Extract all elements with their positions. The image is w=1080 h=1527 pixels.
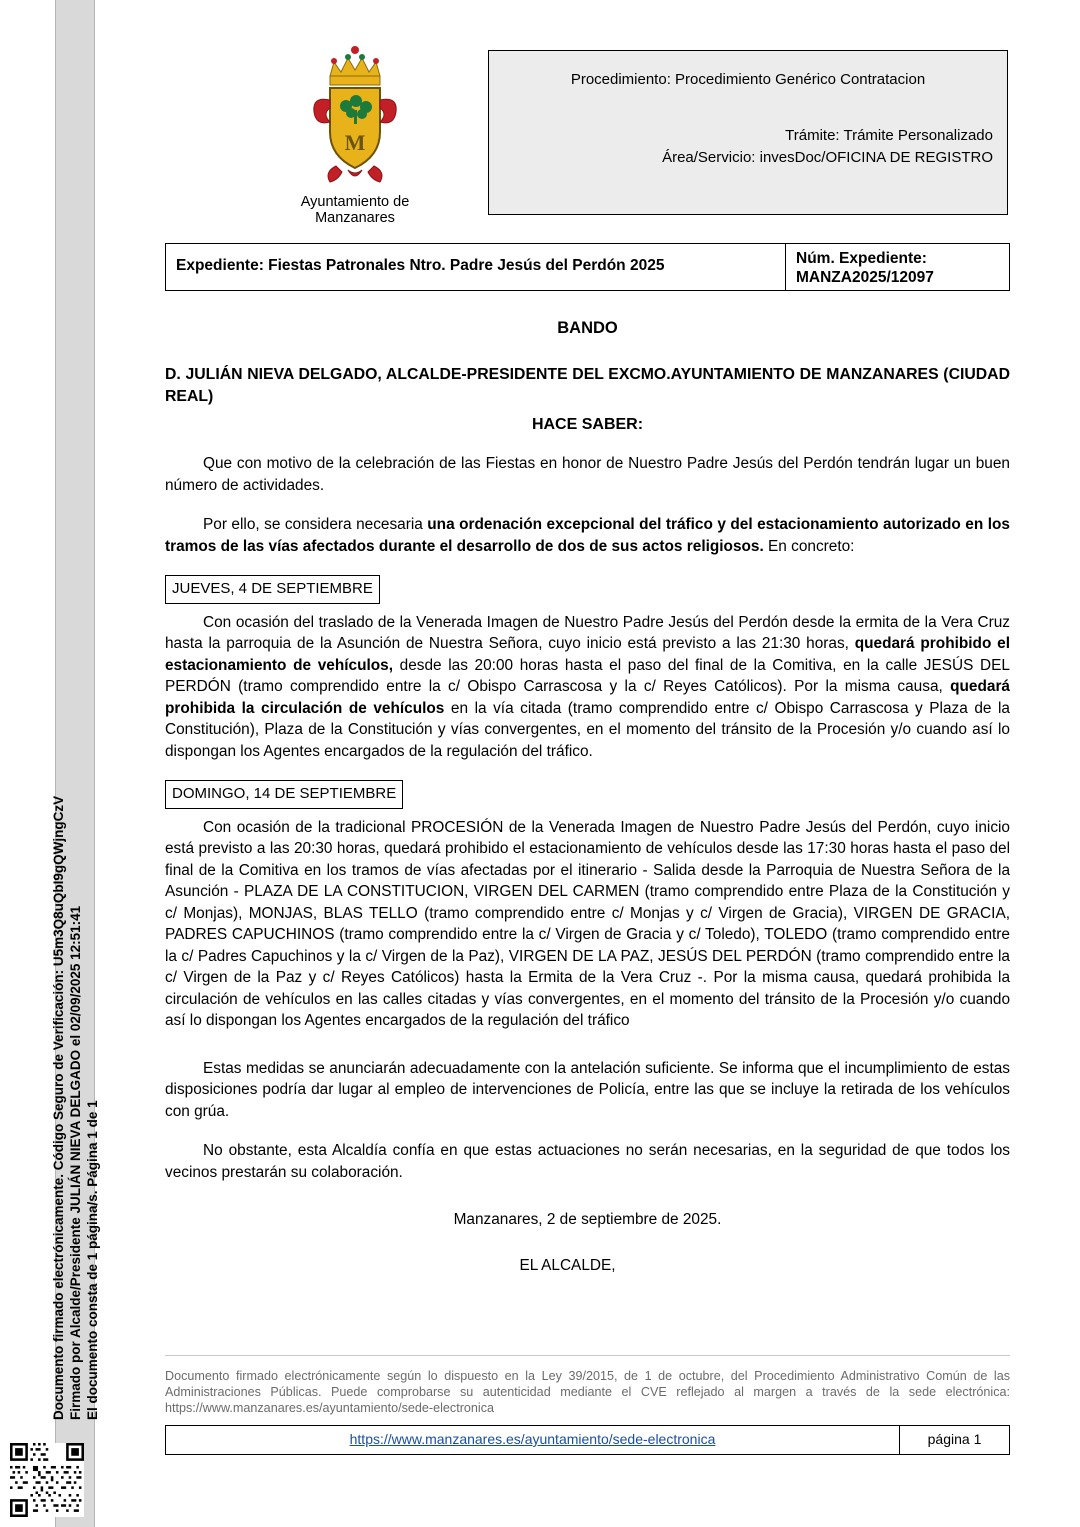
svg-text:M: M xyxy=(344,130,366,155)
verification-margin-text xyxy=(50,20,100,1420)
paragraph-jueves-bold1: quedará prohibido el estacionamiento de vehículos, xyxy=(165,635,1010,674)
signature-date: Manzanares, 2 de septiembre de 2025. xyxy=(453,1211,722,1228)
footer-legal-text: Documento firmado electrónicamente según lo dispuesto en la Ley 39/2015, de 1 de octubre, del Procedimiento Administrativo Común de las Administraciones Públicas. Puede comprobarse su autenticidad mediante el CVE reflejado al margen a través de la sede electrónica: xyxy=(165,1369,1010,1399)
alcalde-heading: D. JULIÁN NIEVA DELGADO, ALCALDE-PRESIDENTE DEL EXCMO.AYUNTAMIENTO DE MANZANARES (CIUDAD REAL) xyxy=(165,365,1010,405)
qr-code xyxy=(10,1443,84,1517)
footer-divider xyxy=(165,1355,1010,1356)
footer-bar xyxy=(165,1425,1010,1455)
date-tag-jueves: JUEVES, 4 DE SEPTIEMBRE xyxy=(165,575,380,604)
page-title: BANDO xyxy=(557,319,618,337)
signature-alcalde: EL ALCALDE, xyxy=(519,1256,616,1274)
paragraph-colaboracion: No obstante, esta Alcaldía confía en que estas actuaciones no serán necesarias, en la seguridad de que todos los vecinos prestarán su colaboración. xyxy=(165,1142,1010,1181)
sede-electronica-link[interactable]: https://www.manzanares.es/ayuntamiento/sede-electronica xyxy=(349,1431,716,1447)
hace-saber-heading: HACE SABER: xyxy=(531,415,644,433)
coat-of-arms-label: Ayuntamiento de Manzanares xyxy=(300,194,410,226)
verification-line-2: Firmado por Alcalde/Presidente JULIÁN NIEVA DELGADO el 02/09/2025 12:51:41 xyxy=(67,905,83,1420)
footer-page-number: página 1 xyxy=(899,1426,1009,1454)
expediente-number-block xyxy=(785,244,1009,290)
paragraph-ordenacion-part1: Por ello, se considera necesaria xyxy=(203,516,428,533)
paragraph-medidas: Estas medidas se anunciarán adecuadamente con la antelación suficiente. Se informa que el incumplimiento de estas disposiciones podría dar lugar al empleo de intervenciones de Policía, entre las que se incluye la retirada de los vehículos con grúa. xyxy=(165,1059,1010,1120)
paragraph-jueves-bold2: quedará prohibida la circulación de vehículos xyxy=(165,678,1010,717)
paragraph-ordenacion-bold: una ordenación excepcional del tráfico y del estacionamiento autorizado en los tramos de las vías afectados durante el desarrollo de dos de sus actos religiosos. xyxy=(165,516,1010,555)
expediente-num-value: MANZA2025/12097 xyxy=(796,269,934,286)
verification-line-1: Documento firmado electrónicamente. Código Seguro de Verificación: U5m3Q8uQbI9gQWjngCzV xyxy=(50,795,66,1420)
paragraph-ordenacion-part3: En concreto: xyxy=(763,537,855,555)
tramite-text: Trámite: Trámite Personalizado xyxy=(785,127,993,144)
procedure-info-box xyxy=(488,50,1008,215)
document-body xyxy=(165,318,1010,1276)
paragraph-jueves-part3: en la vía citada (tramo comprendido entre c/ Obispo Carrascosa y Plaza de la Constitución), Plaza de la Constitución y vías convergentes, en el momento del tránsito de la Procesión y/o cuando así lo dispongan los Agentes encargados de la regulación del tráfico. xyxy=(165,699,1010,760)
coat-of-arms-icon xyxy=(300,40,410,190)
expediente-num-label: Núm. Expediente: xyxy=(796,250,927,267)
expediente-bar xyxy=(165,243,1010,291)
paragraph-jueves xyxy=(165,612,1010,763)
paragraph-jueves-part2: desde las 20:00 horas hasta el paso del final de la Comitiva, en la calle JESÚS DEL PERDÓN (tramo comprendido entre la c/ Obispo Carrascosa y la c/ Reyes Católicos). Por la misma causa, xyxy=(165,656,1010,695)
footer-url-cell[interactable] xyxy=(166,1426,899,1454)
coat-of-arms-block xyxy=(260,40,450,226)
paragraph-ordenacion xyxy=(165,514,1010,557)
procedimiento-text: Procedimiento: Procedimiento Genérico Contratacion xyxy=(570,71,926,88)
area-servicio-text: Área/Servicio: invesDoc/OFICINA DE REGISTRO xyxy=(662,149,993,166)
document-header xyxy=(165,40,1010,226)
date-tag-domingo: DOMINGO, 14 DE SEPTIEMBRE xyxy=(165,780,403,809)
paragraph-intro: Que con motivo de la celebración de las Fiestas en honor de Nuestro Padre Jesús del Perdón tendrán lugar un buen número de actividades. xyxy=(165,455,1010,494)
expediente-label: Expediente: Fiestas Patronales Ntro. Padre Jesús del Perdón 2025 xyxy=(176,257,665,274)
footer-legal-note xyxy=(165,1368,1010,1416)
verification-line-3: El documento consta de 1 página/s. Página 1 de 1 xyxy=(84,1100,100,1420)
footer-legal-url: https://www.manzanares.es/ayuntamiento/sede-electronica xyxy=(165,1401,495,1415)
paragraph-jueves-part1: Con ocasión del traslado de la Venerada Imagen de Nuestro Padre Jesús del Perdón desde la ermita de la Vera Cruz hasta la parroquia de la Asunción de Nuestra Señora, cuyo inicio está previsto a las 21:30 horas, xyxy=(165,613,1010,652)
paragraph-domingo: Con ocasión de la tradicional PROCESIÓN de la Venerada Imagen de Nuestro Padre Jesús del Perdón, cuyo inicio está previsto a las 20:30 horas, quedará prohibido el estacionamiento de vehículos desde las 17:30 horas hasta el paso del final de la Comitiva en los tramos de vías afectadas por el itinerario - Salida desde la Parroquia de Nuestra Señora de la Asunción - PLAZA DE LA CONSTITUCION, VIRGEN DEL CARMEN (tramo comprendido entre Plaza de la Constitución y c/ Monjas), MONJAS, BLAS TELLO (tramo comprendido entre c/ Monjas y c/ Virgen de Gracia), VIRGEN DE GRACIA, PADRES CAPUCHINOS (tramo comprendido entre la c/ Virgen de Gracia y c/ Toledo), TOLEDO (tramo comprendido entre la c/ Padres Capuchinos y la c/ Virgen de la Paz), VIRGEN DE LA PAZ, JESÚS DEL PERDÓN (tramo comprendido entre la c/ Virgen de la Paz y c/ Reyes Católicos) hasta la Ermita de la Vera Cruz -. Por la misma causa, quedará prohibida la circulación de vehículos en las calles citadas y vías convergentes, en el momento del tránsito de la Procesión y/o cuando así lo dispongan los Agentes encargados de la regulación del tráfico xyxy=(165,818,1010,1029)
